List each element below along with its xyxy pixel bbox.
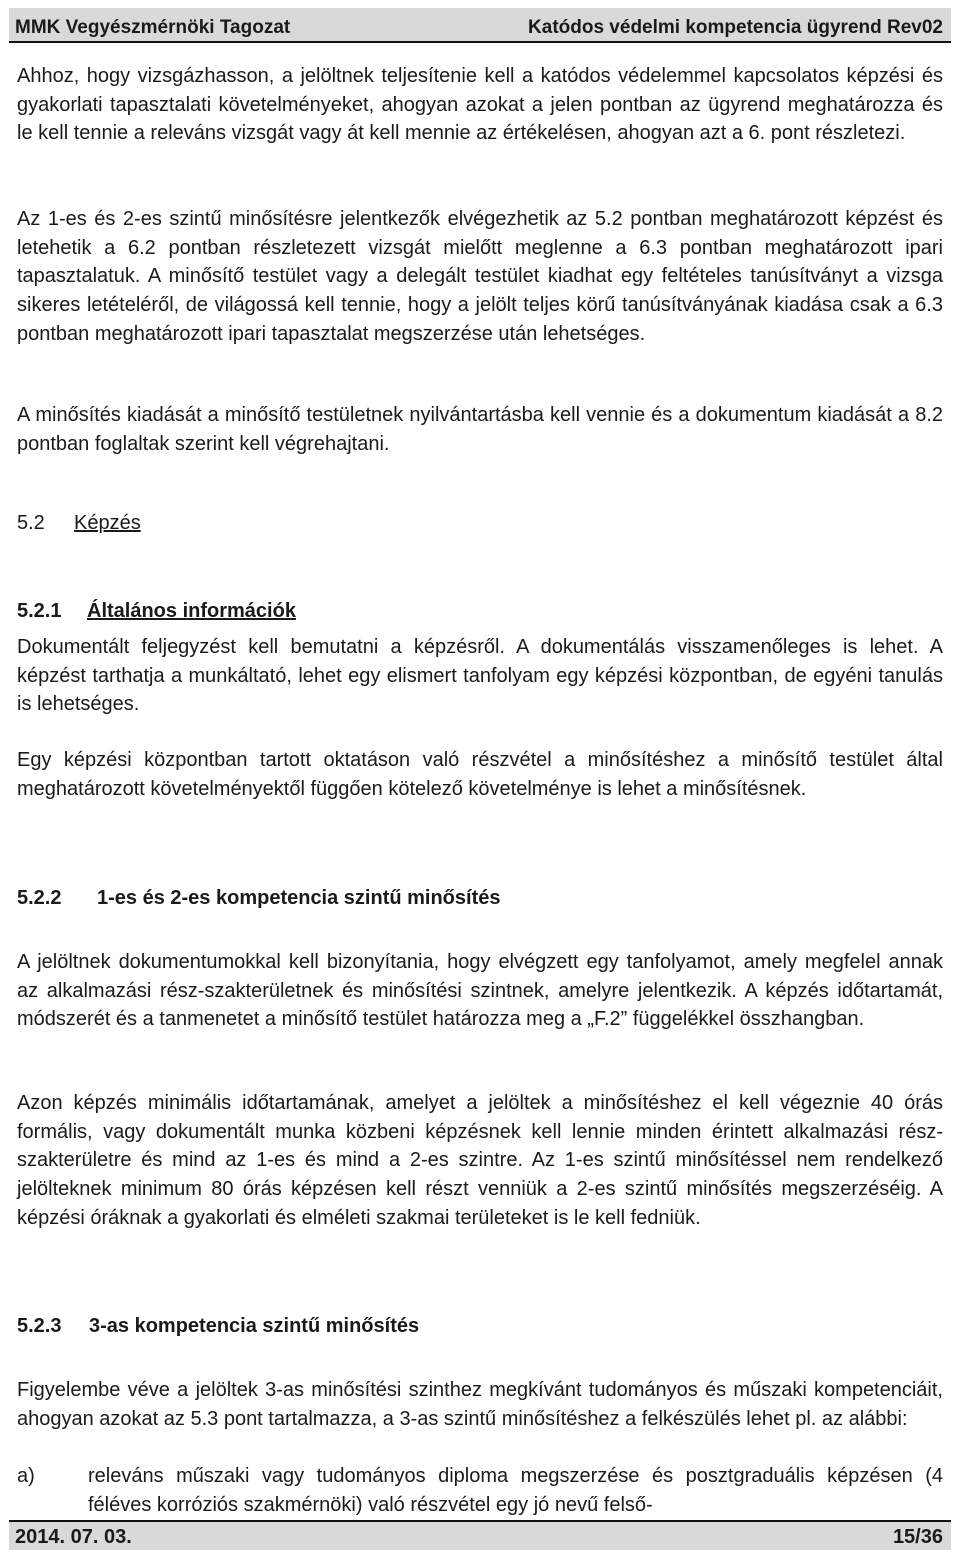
- section-heading-5-2: [17, 512, 141, 535]
- section-number: 5.2: [17, 512, 45, 534]
- paragraph-course-proof: A jelöltnek dokumentumokkal kell bizonyítania, hogy elvégzett egy tanfolyamot, amely megfelel annak az alkalmazási rész-szakterületnek és minősítési szintnek, amelyre jelentkezik. A képzés időtartamát, módszerét és a tanmenetet a minősítő testület határozza meg a „F.2” függelékkel összhangban.: [17, 951, 943, 1031]
- page-header: [9, 8, 951, 43]
- section-number: 5.2.2: [17, 887, 62, 909]
- footer-page-number: 15/36: [892, 1526, 943, 1548]
- paragraph-documented-training: Dokumentált feljegyzést kell bemutatni a képzésről. A dokumentálás visszamenőleges is lehet. A képzést tarthatja a munkáltató, lehet egy elismert tanfolyam egy képzési központban, de egyéni tanulás is lehetséges.: [17, 636, 943, 716]
- paragraph-training-center: Egy képzési központban tartott oktatáson való részvétel a minősítéshez a minősítő testület által meghatározott követelményektől függően kötelező követelménye is lehet a minősítésnek.: [17, 749, 943, 800]
- section-heading-5-2-1: [17, 600, 296, 623]
- paragraph-level-1-2-candidates: Az 1-es és 2-es szintű minősítésre jelentkezők elvégezhetik az 5.2 pontban meghatározott képzést és letehetik a 6.2 pontban részletezett vizsgát mielőtt meglenne a 6.3 pontban meghatározott ipari tapasztalatuk. A minősítő testület vagy a delegált testület kiadhat egy feltételes tanúsítványt a vizsga sikeres letételéről, de világossá kell tennie, hogy a jelölt teljes körű tanúsítványának kiadása csak a 6.3 pontban meghatározott ipari tapasztalat megszerzése után lehetséges.: [17, 208, 943, 345]
- list-marker: a): [17, 1465, 35, 1487]
- paragraph-exam-requirements: Ahhoz, hogy vizsgázhasson, a jelöltnek teljesítenie kell a katódos védelemmel kapcsolatos képzési és gyakorlati tapasztalati követelményeket, ahogyan azokat a jelen pontban az ügyrend meghatározza és le kell tennie a releváns vizsgát vagy át kell mennie az értékelésen, ahogyan azt a 6. pont részletezi.: [17, 65, 943, 145]
- section-title: 3-as kompetencia szintű minősítés: [89, 1315, 420, 1337]
- header-document-title: Katódos védelmi kompetencia ügyrend Rev02: [528, 17, 943, 38]
- section-heading-5-2-3: [17, 1315, 419, 1338]
- section-title: Képzés: [74, 512, 141, 534]
- paragraph-minimum-duration: Azon képzés minimális időtartamának, amelyet a jelöltek a minősítéshez el kell végeznie 40 órás formális, vagy dokumentált munka közbeni képzésnek kell lennie minden érintett alkalmazási rész-szakterületre és mind az 1-es és mind a 2-es szintre. Az 1-es szintű minősítéssel nem rendelkező jelölteknek minimum 80 órás képzésen kell részt venniük a 2-es szintű minősítés megszerzéséig. A képzési óráknak a gyakorlati és elméleti szakmai területeket is le kell fedniük.: [17, 1092, 943, 1229]
- section-title: Általános információk: [87, 600, 296, 622]
- paragraph-certification-issue: A minősítés kiadását a minősítő testületnek nyilvántartásba kell vennie és a dokumentum kiadását a 8.2 pontban foglaltak szerint kell végrehajtani.: [17, 404, 943, 455]
- paragraph-level-3-preparation: Figyelembe véve a jelöltek 3-as minősítési szinthez megkívánt tudományos és műszaki kompetenciáit, ahogyan azokat az 5.3 pont tartalmazza, a 3-as szintű minősítéshez a felkészülés lehet pl. az alábbi:: [17, 1379, 943, 1430]
- section-number: 5.2.1: [17, 600, 62, 622]
- list-text: releváns műszaki vagy tudományos diploma megszerzése és posztgraduális képzésen (4 féléves korróziós szakmérnöki) való részvétel egy jó nevű felső-: [88, 1465, 943, 1516]
- header-organization: MMK Vegyészmérnöki Tagozat: [15, 17, 291, 38]
- footer-date: 2014. 07. 03.: [15, 1526, 132, 1548]
- section-number: 5.2.3: [17, 1315, 62, 1337]
- section-title: 1-es és 2-es kompetencia szintű minősítés: [97, 887, 501, 909]
- page-footer: [9, 1520, 951, 1550]
- section-heading-5-2-2: [17, 887, 501, 910]
